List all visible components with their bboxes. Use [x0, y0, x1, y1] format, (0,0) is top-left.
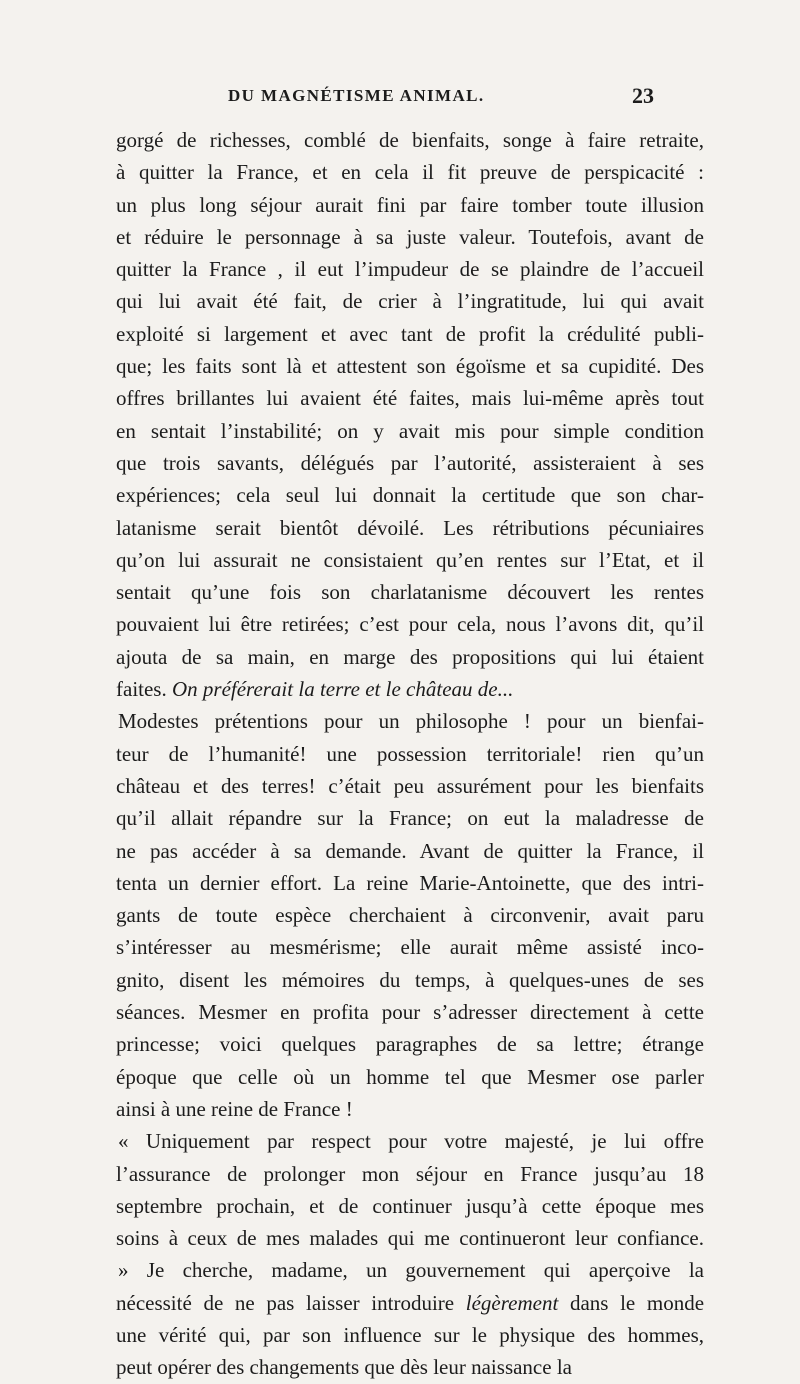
- running-head: [0, 83, 800, 116]
- text-line: sentait qu’une fois son charlatanisme découvert les rentes: [116, 580, 704, 605]
- body-text: [116, 124, 704, 1384]
- text-line: château et des terres! c’était peu assurément pour les bienfaits: [116, 773, 704, 798]
- text-line: et réduire le personnage à sa juste valeur. Toutefois, avant de: [116, 224, 704, 249]
- text-line: que trois savants, délégués par l’autorité, assisteraient à ses: [116, 450, 704, 475]
- text-line: ne pas accéder à sa demande. Avant de quitter la France, il: [116, 838, 704, 863]
- text-line: princesse; voici quelques paragraphes de sa lettre; étrange: [116, 1032, 704, 1057]
- text-line: qu’il allait répandre sur la France; on eut la maladresse de: [116, 806, 704, 831]
- text-segment: nécessité de ne pas laisser introduire: [116, 1290, 455, 1315]
- text-line: latanisme serait bientôt dévoilé. Les rétributions pécuniaires: [116, 515, 704, 540]
- text-line: en sentait l’instabilité; on y avait mis pour simple condition: [116, 418, 704, 443]
- page-number: 23: [632, 83, 654, 108]
- text-line: époque que celle où un homme tel que Mesmer ose parler: [116, 1064, 704, 1089]
- text-line: s’intéresser au mesmérisme; elle aurait même assisté inco-: [116, 935, 704, 960]
- text-segment: faites.: [116, 677, 167, 702]
- paragraph-first-line: Modestes prétentions pour un philosophe ! pour un bienfai-: [118, 709, 704, 734]
- text-line: qui lui avait été fait, de crier à l’ingratitude, lui qui avait: [116, 289, 704, 314]
- text-line: une vérité qui, par son influence sur le physique des hommes,: [116, 1322, 704, 1347]
- text-line: soins à ceux de mes malades qui me continueront leur confiance.: [116, 1226, 704, 1251]
- italic-quote: On préférerait la terre et le château de...: [171, 677, 514, 702]
- running-title: DU MAGNÉTISME ANIMAL.: [228, 86, 485, 105]
- text-line: expériences; cela seul lui donnait la certitude que son char-: [116, 483, 704, 508]
- text-line: gorgé de richesses, comblé de bienfaits, songe à faire retraite,: [116, 128, 704, 152]
- text-line: tenta un dernier effort. La reine Marie-Antoinette, que des intri-: [116, 870, 704, 895]
- text-line: séances. Mesmer en profita pour s’adresser directement à cette: [116, 1000, 704, 1025]
- text-segment: dans le monde: [569, 1290, 704, 1315]
- text-line: ainsi à une reine de France !: [116, 1096, 353, 1121]
- italic-word: légèrement: [465, 1290, 559, 1315]
- paragraph-first-line: « Uniquement par respect pour votre majesté, je lui offre: [118, 1129, 704, 1154]
- text-line: [116, 673, 704, 705]
- text-line: teur de l’humanité! une possession territoriale! rien qu’un: [116, 741, 704, 766]
- text-line: ajouta de sa main, en marge des propositions qui lui étaient: [116, 644, 704, 669]
- text-line: gnito, disent les mémoires du temps, à quelques-unes de ses: [116, 967, 704, 992]
- text-line: l’assurance de prolonger mon séjour en France jusqu’au 18: [116, 1161, 704, 1186]
- text-line: que; les faits sont là et attestent son égoïsme et sa cupidité. Des: [116, 354, 704, 379]
- text-line: peut opérer des changements que dès leur naissance la: [116, 1355, 572, 1380]
- text-line: un plus long séjour aurait fini par faire tomber toute illusion: [116, 192, 704, 217]
- text-line: quitter la France , il eut l’impudeur de se plaindre de l’accueil: [116, 257, 704, 282]
- text-line: pouvaient lui être retirées; c’est pour cela, nous l’avons dit, qu’il: [116, 612, 704, 637]
- text-line: qu’on lui assurait ne consistaient qu’en rentes sur l’Etat, et il: [116, 547, 704, 572]
- text-line: septembre prochain, et de continuer jusqu’à cette époque mes: [116, 1193, 704, 1218]
- text-line: [116, 1287, 704, 1319]
- text-line: gants de toute espèce cherchaient à circonvenir, avait paru: [116, 903, 704, 928]
- text-line: à quitter la France, et en cela il fit preuve de perspicacité :: [116, 160, 704, 185]
- text-line: offres brillantes lui avaient été faites, mais lui-même après tout: [116, 386, 704, 411]
- paragraph-first-line: » Je cherche, madame, un gouvernement qui aperçoive la: [118, 1258, 704, 1283]
- text-line: exploité si largement et avec tant de profit la crédulité publi-: [116, 321, 704, 346]
